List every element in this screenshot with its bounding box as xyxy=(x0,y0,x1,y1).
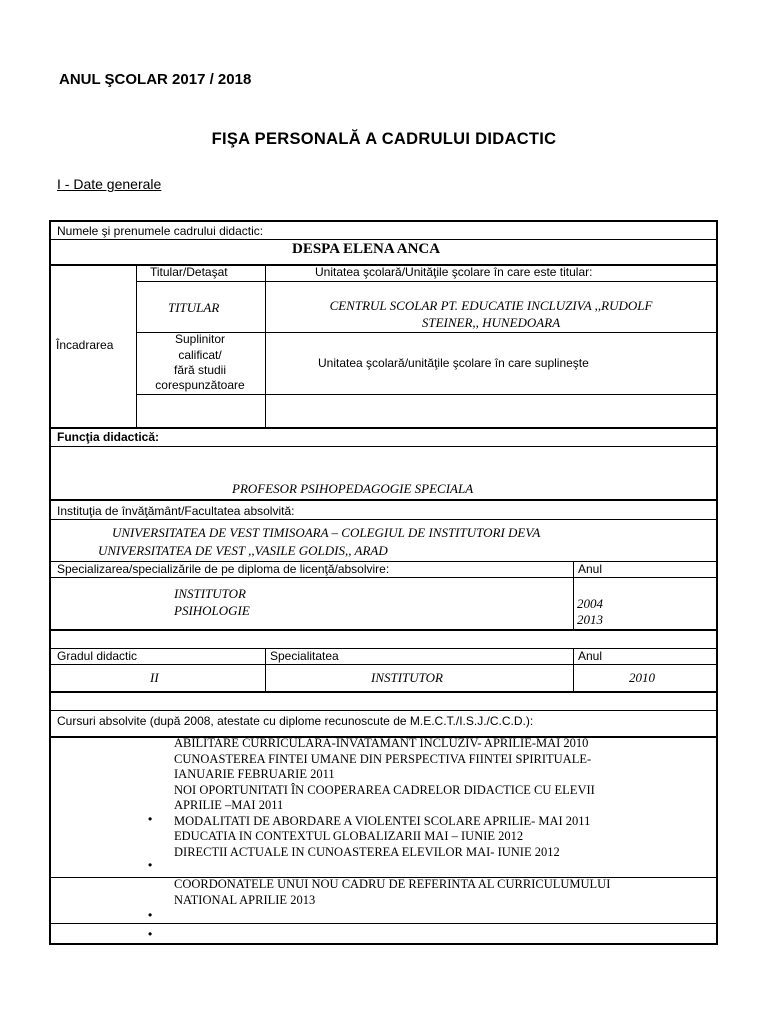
grade-spec-value: INSTITUTOR xyxy=(371,670,444,685)
grade-spec-label: Specialitatea xyxy=(270,649,339,663)
section-heading: I - Date generale xyxy=(57,176,162,192)
courses-label: Cursuri absolvite (după 2008, atestate cu diplome recunoscute de M.E.C.T./I.S.J./C.C.D.): xyxy=(57,714,534,728)
specialization-item: INSTITUTOR xyxy=(174,586,247,601)
specialization-label: Specializarea/specializările de pe diploma de licenţă/absolvire: xyxy=(57,562,390,576)
function-label: Funcţia didactică: xyxy=(57,430,160,444)
grade-value: II xyxy=(150,670,159,685)
bullet: • xyxy=(148,812,153,826)
course-line: MODALITATI DE ABORDARE A VIOLENTEI SCOLARE APRILIE- MAI 2011 xyxy=(174,813,591,828)
school-year: ANUL ŞCOLAR 2017 / 2018 xyxy=(59,71,252,88)
specialization-year: 2004 xyxy=(577,596,603,611)
bullet: • xyxy=(148,858,153,872)
courses-list xyxy=(174,736,595,860)
suplinitor-line3: fără studii xyxy=(173,363,227,377)
course-line: ABILITARE CURRICULARA-INVATAMANT INCLUZIV- APRILIE-MAI 2010 xyxy=(174,736,589,750)
incadrare-label: Încadrarea xyxy=(56,338,114,352)
grade-year-value: 2010 xyxy=(629,670,655,685)
unit-header: Unitatea şcolară/Unităţile şcolare în care este titular: xyxy=(315,265,593,279)
suplinitor-line4: corespunzătoare xyxy=(155,378,245,392)
suplinitor-line2: calificat/ xyxy=(178,348,222,362)
course-line: DIRECTII ACTUALE IN CUNOASTEREA ELEVILOR MAI- IUNIE 2012 xyxy=(174,844,560,859)
teacher-name: DESPA ELENA ANCA xyxy=(292,241,441,257)
bullet: • xyxy=(148,927,153,941)
page-title: FIŞA PERSONALĂ A CADRULUI DIDACTIC xyxy=(211,130,557,148)
titular-unit-line2: STEINER,, HUNEDOARA xyxy=(421,315,561,330)
course-line: CUNOASTEREA FINTEI UMANE DIN PERSPECTIVA FIINTEI SPIRITUALE- xyxy=(174,751,592,766)
institution-line1: UNIVERSITATEA DE VEST TIMISOARA – COLEGIUL DE INSTITUTORI DEVA xyxy=(112,525,541,540)
function-value: PROFESOR PSIHOPEDAGOGIE SPECIALA xyxy=(232,481,474,496)
name-label: Numele şi prenumele cadrului didactic: xyxy=(57,224,264,238)
titular-value: TITULAR xyxy=(168,300,220,315)
grade-year-label: Anul xyxy=(578,649,603,663)
specialization-item: PSIHOLOGIE xyxy=(174,603,250,618)
course-line: APRILIE –MAI 2011 xyxy=(174,798,284,812)
institution-label: Instituţia de învăţământ/Facultatea absolvită: xyxy=(57,504,295,518)
course-line: COORDONATELE UNUI NOU CADRU DE REFERINTA AL CURRICULUMULUI xyxy=(174,877,611,891)
specialization-year-label: Anul xyxy=(578,562,603,576)
course-line: NATIONAL APRILIE 2013 xyxy=(174,892,316,907)
titular-unit-line1: CENTRUL SCOLAR PT. EDUCATIE INCLUZIVA ,,RUDOLF xyxy=(329,298,653,313)
institution-line2: UNIVERSITATEA DE VEST ,,VASILE GOLDIS,, ARAD xyxy=(98,543,388,558)
course-line: NOI OPORTUNITATI ÎN COOPERAREA CADRELOR DIDACTICE CU ELEVII xyxy=(174,782,595,797)
grade-label: Gradul didactic xyxy=(57,649,138,663)
course-line: EDUCATIA IN CONTEXTUL GLOBALIZARII MAI – IUNIE 2012 xyxy=(174,829,524,843)
suplinitor-line1: Suplinitor xyxy=(174,332,226,346)
courses-list-2 xyxy=(174,877,610,908)
course-line: IANUARIE FEBRUARIE 2011 xyxy=(174,767,335,781)
specialization-year: 2013 xyxy=(577,612,603,627)
suplinitor-unit-label: Unitatea şcolară/unităţile şcolare în care suplineşte xyxy=(318,356,589,370)
bullet: • xyxy=(148,908,153,922)
titular-header: Titular/Detaşat xyxy=(150,265,228,279)
